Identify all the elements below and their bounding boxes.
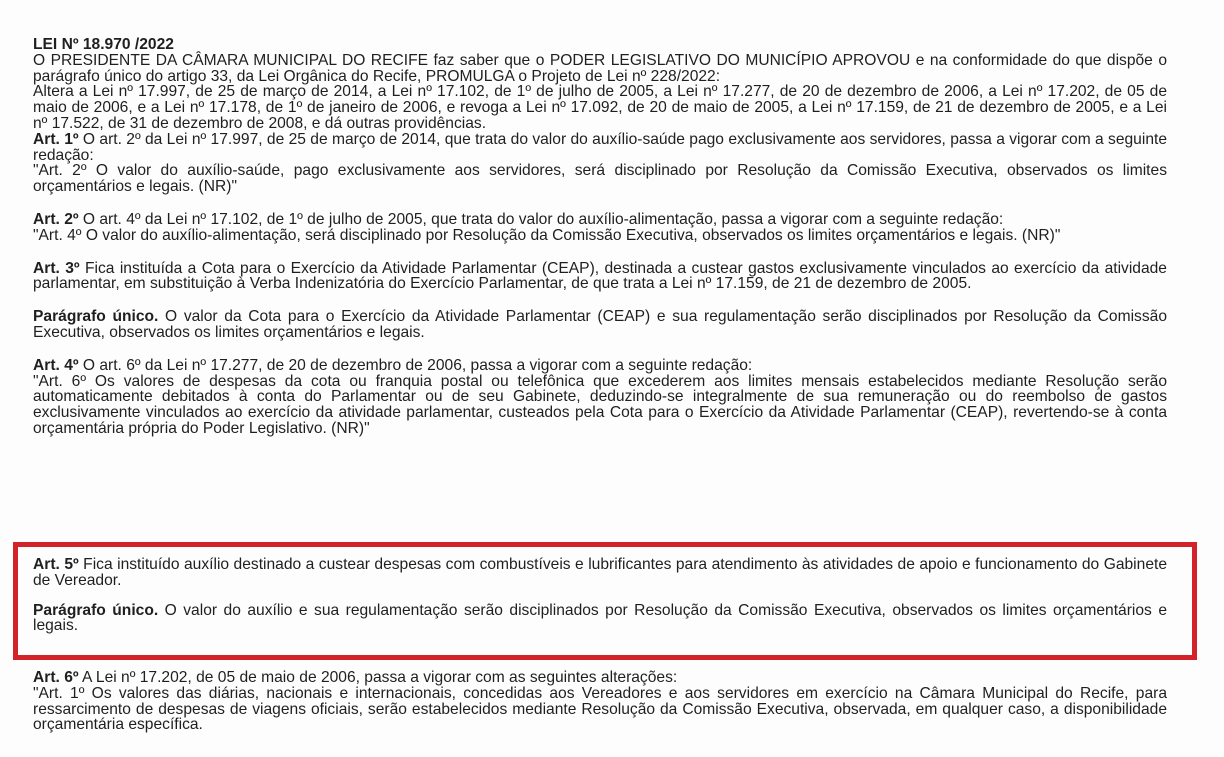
ementa: Altera a Lei nº 17.997, de 25 de março de 2014, a Lei nº 17.102, de 1º de julho de 2005, a Lei nº 17.277, de 20 de dezembro de 2006, a Lei nº 17.202, de 05 de maio de 2006, e a Lei nº 17.178, de 1º de janeiro de 2006, e revoga a Lei nº 17.092, de 20 de maio de 2005, a Lei nº 17.159, de 21 de dezembro de 2005, e a Lei nº 17.522, de 31 de dezembro de 2008, e dá outras providências.: [33, 83, 1167, 132]
paragraph-text: O valor da Cota para o Exercício da Atividade Parlamentar (CEAP) e sua regulamentação serão disciplinados por Resolução da Comissão Executiva, observados os limites orçamentários e legais.: [33, 308, 1167, 341]
article-text: O art. 2º da Lei nº 17.997, de 25 de março de 2014, que trata do valor do auxílio-saúde pago exclusivamente aos servidores, passa a vigorar com a seguinte redação:: [33, 130, 1168, 164]
article-text: O art. 4º da Lei nº 17.102, de 1º de julho de 2005, que trata do valor do auxílio-alimentação, passa a vigorar com a seguinte redação:: [78, 210, 1004, 228]
article-5-paragraph: [33, 603, 1167, 635]
article-label: Art. 6º: [33, 669, 79, 686]
paragraph-text: O valor do auxílio e sua regulamentação serão disciplinados por Resolução da Comissão Executiva, observados os limites orçamentários e legais.: [33, 601, 1167, 635]
article-label: Art. 3º: [33, 259, 80, 277]
article-6-block: [33, 670, 1167, 733]
article-6-quote: "Art. 1º Os valores das diárias, nacionais e internacionais, concedidas aos Vereadores e aos servidores em exercício na Câmara Municipal do Recife, para ressarcimento de despesas de viagens oficiais, serão estabelecidos mediante Resolução da Comissão Executiva, observada, em qualquer caso, a disponibilidade orçamentária específica.: [33, 684, 1167, 734]
article-label: Art. 5º: [33, 556, 79, 573]
law-title: LEI Nº 18.970 /2022: [33, 36, 174, 53]
article-text: O art. 6º da Lei nº 17.277, de 20 de dezembro de 2006, passa a vigorar com a seguinte redação:: [78, 356, 753, 374]
article-text: Fica instituída a Cota para o Exercício da Atividade Parlamentar (CEAP), destinada a custear gastos exclusivamente vinculados ao exercício da atividade parlamentar, em substituição à Verba Indenizatória do Exercício Parlamentar, de que trata a Lei nº 17.159, de 21 de dezembro de 2005.: [33, 259, 1167, 293]
article-4: [33, 358, 1167, 374]
article-3-paragraph: [33, 309, 1167, 341]
article-label: Art. 1º: [33, 130, 79, 148]
law-document: [33, 37, 1167, 437]
article-text: Fica instituído auxílio destinado a custear despesas com combustíveis e lubrificantes para atendimento às atividades de apoio e funcionamento do Gabinete de Vereador.: [33, 556, 1167, 589]
paragraph-label: Parágrafo único.: [33, 308, 159, 326]
article-4-quote: "Art. 6º Os valores de despesas da cota ou franquia postal ou telefônica que excederem aos limites mensais estabelecidos mediante Resolução serão automaticamente debitados à conta do Parlamentar ou de seu Gabinete, deduzindo-se integralmente de sua remuneração ou do reembolso de gastos exclusivamente vinculados ao exercício da atividade parlamentar, custeados pela Cota para o Exercício da Atividade Parlamentar (CEAP), revertendo-se à conta orçamentária própria do Poder Legislativo. (NR)": [33, 372, 1167, 437]
article-2: [33, 212, 1167, 228]
article-label: Art. 2º: [33, 210, 79, 228]
paragraph-label: Parágrafo único.: [33, 601, 159, 619]
article-1-quote: "Art. 2º O valor do auxílio-saúde, pago exclusivamente aos servidores, será disciplinado por Resolução da Comissão Executiva, observados os limites orçamentários e legais. (NR)": [33, 162, 1167, 196]
highlighted-article-5: [33, 557, 1167, 634]
article-6: [33, 670, 1167, 686]
article-5: [33, 557, 1167, 589]
article-label: Art. 4º: [33, 356, 79, 374]
article-1: [33, 132, 1167, 164]
article-3: [33, 261, 1167, 293]
article-2-quote: "Art. 4º O valor do auxílio-alimentação, será disciplinado por Resolução da Comissão Executiva, observados os limites orçamentários e legais. (NR)": [33, 226, 1061, 244]
preamble: O PRESIDENTE DA CÂMARA MUNICIPAL DO RECIFE faz saber que o PODER LEGISLATIVO DO MUNICÍPIO APROVOU e na conformidade do que dispõe o parágrafo único do artigo 33, da Lei Orgânica do Recife, PROMULGA o Projeto de Lei nº 228/2022:: [33, 51, 1167, 85]
article-text: A Lei nº 17.202, de 05 de maio de 2006, passa a vigorar com as seguintes alterações:: [78, 669, 678, 686]
